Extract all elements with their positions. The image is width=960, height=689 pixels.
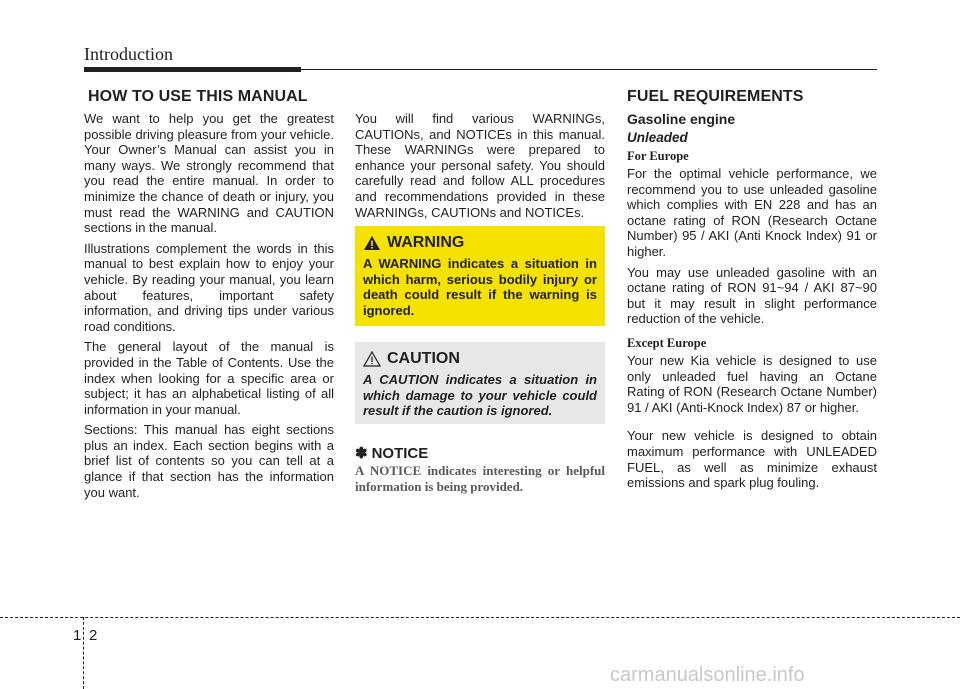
- paragraph: Illustrations complement the words in this manual to best explain how to enjoy your vehicle. By reading your manual, you learn about features, important safety information, and driving tips under various road conditions.: [84, 240, 334, 334]
- section-number: 1: [73, 627, 82, 644]
- paragraph: Your new vehicle is designed to obtain maximum performance with UNLEADED FUEL, as well as minimize exhaust emissions and spark plug fouling.: [627, 428, 877, 491]
- caution-text: A CAUTION indicates a situation in which damage to your vehicle could result if the caution is ignored.: [363, 372, 597, 419]
- paragraph: You may use unleaded gasoline with an octane rating of RON 91~94 / AKI 87~90 but it may result in slight performance reduction of the vehicle.: [627, 264, 877, 327]
- header-rule-thin: [301, 69, 877, 70]
- europe-text: [627, 166, 877, 332]
- paragraph: We want to help you get the greatest possible driving pleasure from your vehicle. Your Owner’s Manual can assist you in many ways. We strongly recommend that you read the entire manual. In order to minimize the chance of death or injury, you must read the WARNING and CAUTION sections in the manual.: [84, 111, 334, 236]
- page-header-title: Introduction: [84, 44, 173, 64]
- watermark: carmanualsonline.info: [610, 664, 805, 686]
- subheading-gasoline-engine: Gasoline engine: [627, 111, 736, 127]
- warning-triangle-icon: [363, 235, 381, 251]
- paragraph: Sections: This manual has eight sections plus an index. Each section begins with a brief list of contents so you can tell at a glance if that section has the information you want.: [84, 422, 334, 500]
- footer-rule: [0, 617, 960, 618]
- header-rule-thick: [84, 67, 301, 72]
- paragraph: Your new Kia vehicle is designed to use only unleaded fuel having an Octane Rating of RON (Research Octane Number) 91 / AKI (Anti-Knock Index) 87 or higher.: [627, 353, 877, 415]
- fuel-type-label: Unleaded: [627, 130, 688, 145]
- caution-title: CAUTION: [387, 350, 460, 367]
- footer-divider: [83, 617, 84, 689]
- caution-box: [355, 342, 605, 424]
- warning-text: A WARNING indicates a situation in which harm, serious bodily injury or death could result if the warning is ignored.: [363, 256, 597, 318]
- notice-title: NOTICE: [371, 444, 429, 462]
- caution-triangle-icon: [363, 351, 381, 367]
- except-europe-label: Except Europe: [627, 336, 707, 350]
- warning-box: [355, 226, 605, 326]
- section-heading-fuel-requirements: FUEL REQUIREMENTS: [627, 88, 804, 105]
- middle-column-intro: [355, 111, 605, 225]
- warning-title: WARNING: [387, 234, 465, 251]
- paragraph: The general layout of the manual is provided in the Table of Contents. Use the index when looking for a specific area or subject; it has an alphabetical listing of all information in your manual.: [84, 339, 334, 417]
- paragraph: You will find various WARNINGs, CAUTIONs, and NOTICEs in this manual. These WARNINGs were prepared to enhance your personal safety. You should carefully read and follow ALL procedures and recommendations provided in these WARNINGs, CAUTIONs and NOTICEs.: [355, 111, 605, 220]
- notice-text: A NOTICE indicates interesting or helpful information is being provided.: [355, 463, 605, 494]
- warning-header: [363, 234, 597, 252]
- notice-star-icon: ✽: [355, 445, 368, 462]
- page-number: 2: [89, 627, 98, 644]
- notice-header: [355, 444, 428, 462]
- for-europe-label: For Europe: [627, 149, 689, 163]
- caution-header: [363, 350, 597, 368]
- paragraph: For the optimal vehicle performance, we recommend you to use unleaded gasoline which complies with EN 228 and has an octane rating of RON (Research Octane Number) 95 / AKI (Anti Knock Index) 91 or higher.: [627, 166, 877, 259]
- section-heading-how-to-use: HOW TO USE THIS MANUAL: [88, 88, 308, 105]
- left-column-text: [84, 111, 334, 505]
- except-europe-text: [627, 353, 877, 496]
